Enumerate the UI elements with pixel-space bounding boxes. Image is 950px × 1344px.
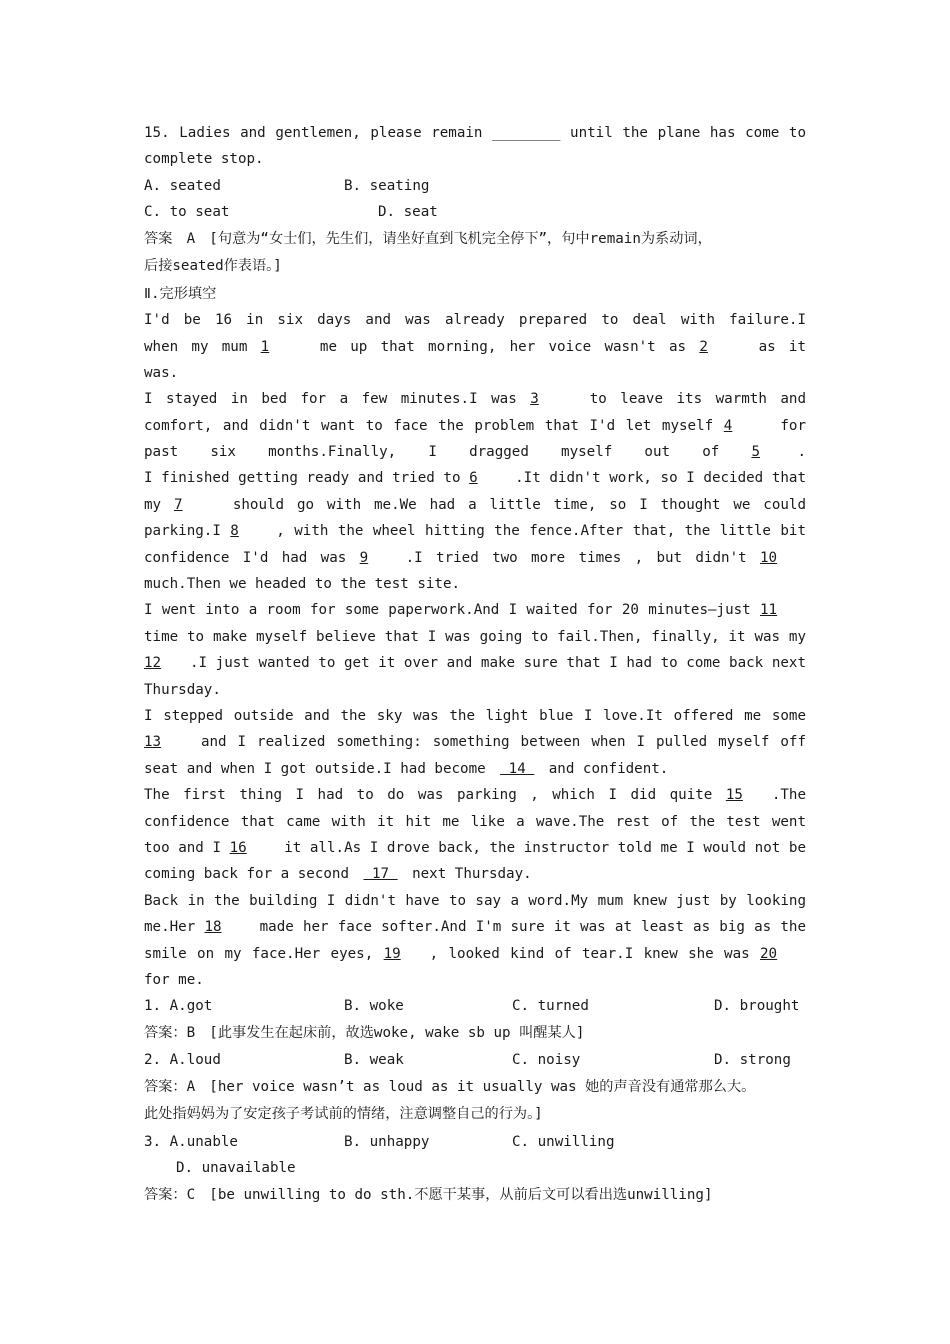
q3-option-c: C. unwilling [512, 1133, 615, 1150]
passage-text: I stayed in bed for a few minutes.I was [144, 391, 531, 408]
passage-line [144, 492, 806, 518]
q1-option-d: D. brought [714, 998, 800, 1015]
passage-text: confidence that came with it hit me like a wave.The rest of the test went [144, 813, 806, 830]
blank-number: 6 [469, 470, 478, 487]
q15-answer-line-2: 后接seated作表语。] [144, 258, 282, 275]
q1-answer: 答案：B [此事发生在起床前，故选woke, wake sb up 叫醒某人] [144, 1024, 585, 1041]
q15-option-d: D. seat [378, 204, 438, 221]
q15-option-a: A. seated [144, 177, 221, 194]
blank-number: 17 [363, 866, 398, 883]
q3-option-b: B. unhappy [344, 1133, 430, 1150]
q2-option-d: D. strong [714, 1052, 791, 1069]
blank-number: 11 [760, 602, 778, 619]
passage-line [144, 650, 806, 676]
document-page [144, 120, 806, 1209]
blank-number: 12 [144, 655, 162, 672]
q15-stem-line-2: complete stop. [144, 151, 264, 168]
passage-line [144, 518, 806, 544]
blank-number: 15 [725, 787, 743, 804]
passage-text: too and I [144, 839, 230, 856]
passage-text: comfort, and didn't want to face the problem that I'd let myself [144, 417, 724, 434]
passage-text: for [780, 417, 806, 434]
passage-line [144, 677, 806, 703]
passage-line [144, 545, 806, 571]
passage-text: much.Then we headed to the test site. [144, 576, 461, 593]
blank-number: 14 [500, 760, 535, 777]
passage-line [144, 967, 806, 993]
passage-text: and confident. [540, 760, 669, 777]
passage-line [144, 413, 806, 439]
passage-line [144, 334, 806, 360]
blank-number: 19 [383, 945, 401, 962]
passage-line [144, 571, 806, 597]
passage-text: .It didn't work, so I decided that [515, 470, 806, 487]
passage-text: past six months.Finally, I dragged myself out of [144, 444, 752, 461]
q3-option-a: 3. A.unable [144, 1133, 238, 1150]
passage-line [144, 307, 806, 333]
passage-text: I'd be 16 in six days and was already prepared to deal with failure.I [144, 312, 806, 329]
passage-line [144, 782, 806, 808]
passage-text: , with the wheel hitting the fence.After that, the little bit [276, 523, 806, 540]
passage-text: time to make myself believe that I was going to fail.Then, finally, it was my [144, 628, 806, 645]
passage-text: . [797, 444, 806, 461]
passage-line [144, 809, 806, 835]
blank-number: 10 [760, 549, 778, 566]
q1-option-a: 1. A.got [144, 998, 213, 1015]
blank-number: 3 [530, 391, 539, 408]
passage-line [144, 861, 806, 887]
passage-line [144, 941, 806, 967]
passage-text: The first thing I had to do was parking , which I did quite [144, 787, 726, 804]
passage-line [144, 597, 806, 623]
blank-number: 2 [699, 338, 708, 355]
q15-stem-line-1: 15. Ladies and gentlemen, please remain ________ until the plane has come to [144, 125, 806, 141]
q1-option-c: C. turned [512, 998, 589, 1015]
passage-line [144, 386, 806, 412]
blank-number: 7 [173, 496, 183, 513]
blank-number: 16 [229, 839, 247, 856]
blank-number: 13 [144, 734, 162, 751]
passage-text: I went into a room for some paperwork.And I waited for 20 minutes—just [144, 602, 760, 619]
q2-option-b: B. weak [344, 1052, 404, 1069]
passage-line [144, 914, 806, 940]
passage-text: next Thursday. [403, 866, 532, 883]
blank-number: 18 [204, 919, 222, 936]
passage-text: for me. [144, 971, 204, 988]
q15-options-cd [144, 199, 806, 225]
passage-text: Back in the building I didn't have to say a word.My mum knew just by looking [144, 892, 806, 909]
passage-text: I finished getting ready and tried to [144, 470, 470, 487]
passage-text: parking.I [144, 523, 231, 540]
passage-line [144, 624, 806, 650]
passage-text: was. [144, 364, 179, 381]
q3-answer: 答案：C [be unwilling to do sth.不愿干某事，从前后文可以看出选unwilling] [144, 1186, 713, 1203]
q15-answer-line-1: 答案 A [句意为“女士们，先生们，请坐好直到飞机完全停下”，句中remain为系动词， [144, 230, 712, 247]
passage-text: to leave its warmth and [576, 391, 806, 408]
passage-text: coming back for a second [144, 866, 358, 883]
q1-options [144, 993, 806, 1019]
q1-option-b: B. woke [344, 998, 404, 1015]
passage-text: it all.As I drove back, the instructor told me I would not be [275, 839, 806, 856]
passage-line [144, 439, 806, 465]
passage-text: should go with me.We had a little time, so I thought we could [232, 496, 806, 513]
q3-options [144, 1129, 806, 1155]
blank-number: 20 [760, 945, 778, 962]
q2-options [144, 1047, 806, 1073]
passage-line [144, 888, 806, 914]
q15-option-c: C. to seat [144, 204, 230, 221]
blank-number: 4 [723, 417, 733, 434]
q15-options-ab [144, 173, 806, 199]
passage-text: me.Her [144, 919, 205, 936]
cloze-passage [144, 307, 806, 993]
q2-option-c: C. noisy [512, 1052, 581, 1069]
passage-text: I stepped outside and the sky was the light blue I love.It offered me some [144, 708, 806, 724]
passage-text: as it [758, 338, 806, 355]
q15-option-b: B. seating [344, 177, 430, 194]
passage-line [144, 465, 806, 491]
passage-text: when my mum [144, 338, 261, 355]
blank-number: 9 [359, 549, 369, 566]
section-title: Ⅱ.完形填空 [144, 285, 217, 302]
passage-text: my [144, 496, 174, 513]
passage-text: , looked kind of tear.I knew she was [429, 945, 761, 962]
q2-answer-line-2: 此处指妈妈为了安定孩子考试前的情绪，注意调整自己的行为。] [144, 1106, 543, 1123]
passage-text: smile on my face.Her eyes, [144, 945, 384, 962]
passage-line [144, 703, 806, 729]
q3-option-d: D. unavailable [176, 1160, 296, 1177]
blank-number: 5 [751, 444, 760, 461]
passage-text: me up that morning, her voice wasn't as [306, 338, 700, 355]
passage-text: and I realized something: something between when I pulled myself off [200, 734, 806, 751]
blank-number: 8 [230, 523, 239, 540]
passage-text: .I just wanted to get it over and make sure that I had to come back next [190, 655, 806, 672]
passage-text: Thursday. [144, 681, 221, 698]
passage-text: .The [771, 787, 806, 804]
blank-number: 1 [260, 338, 270, 355]
passage-line [144, 729, 806, 755]
q2-option-a: 2. A.loud [144, 1052, 221, 1069]
passage-text: made her face softer.And I'm sure it was at least as big as the [250, 919, 806, 936]
passage-text: seat and when I got outside.I had become [144, 760, 495, 777]
passage-text: .I tried two more times , but didn't [405, 549, 760, 566]
passage-text: confidence I'd had was [144, 549, 360, 566]
passage-line [144, 835, 806, 861]
q2-answer-line-1: 答案：A [her voice wasn’t as loud as it usually was 她的声音没有通常那么大。 [144, 1078, 756, 1095]
passage-line [144, 360, 806, 386]
passage-line [144, 756, 806, 782]
